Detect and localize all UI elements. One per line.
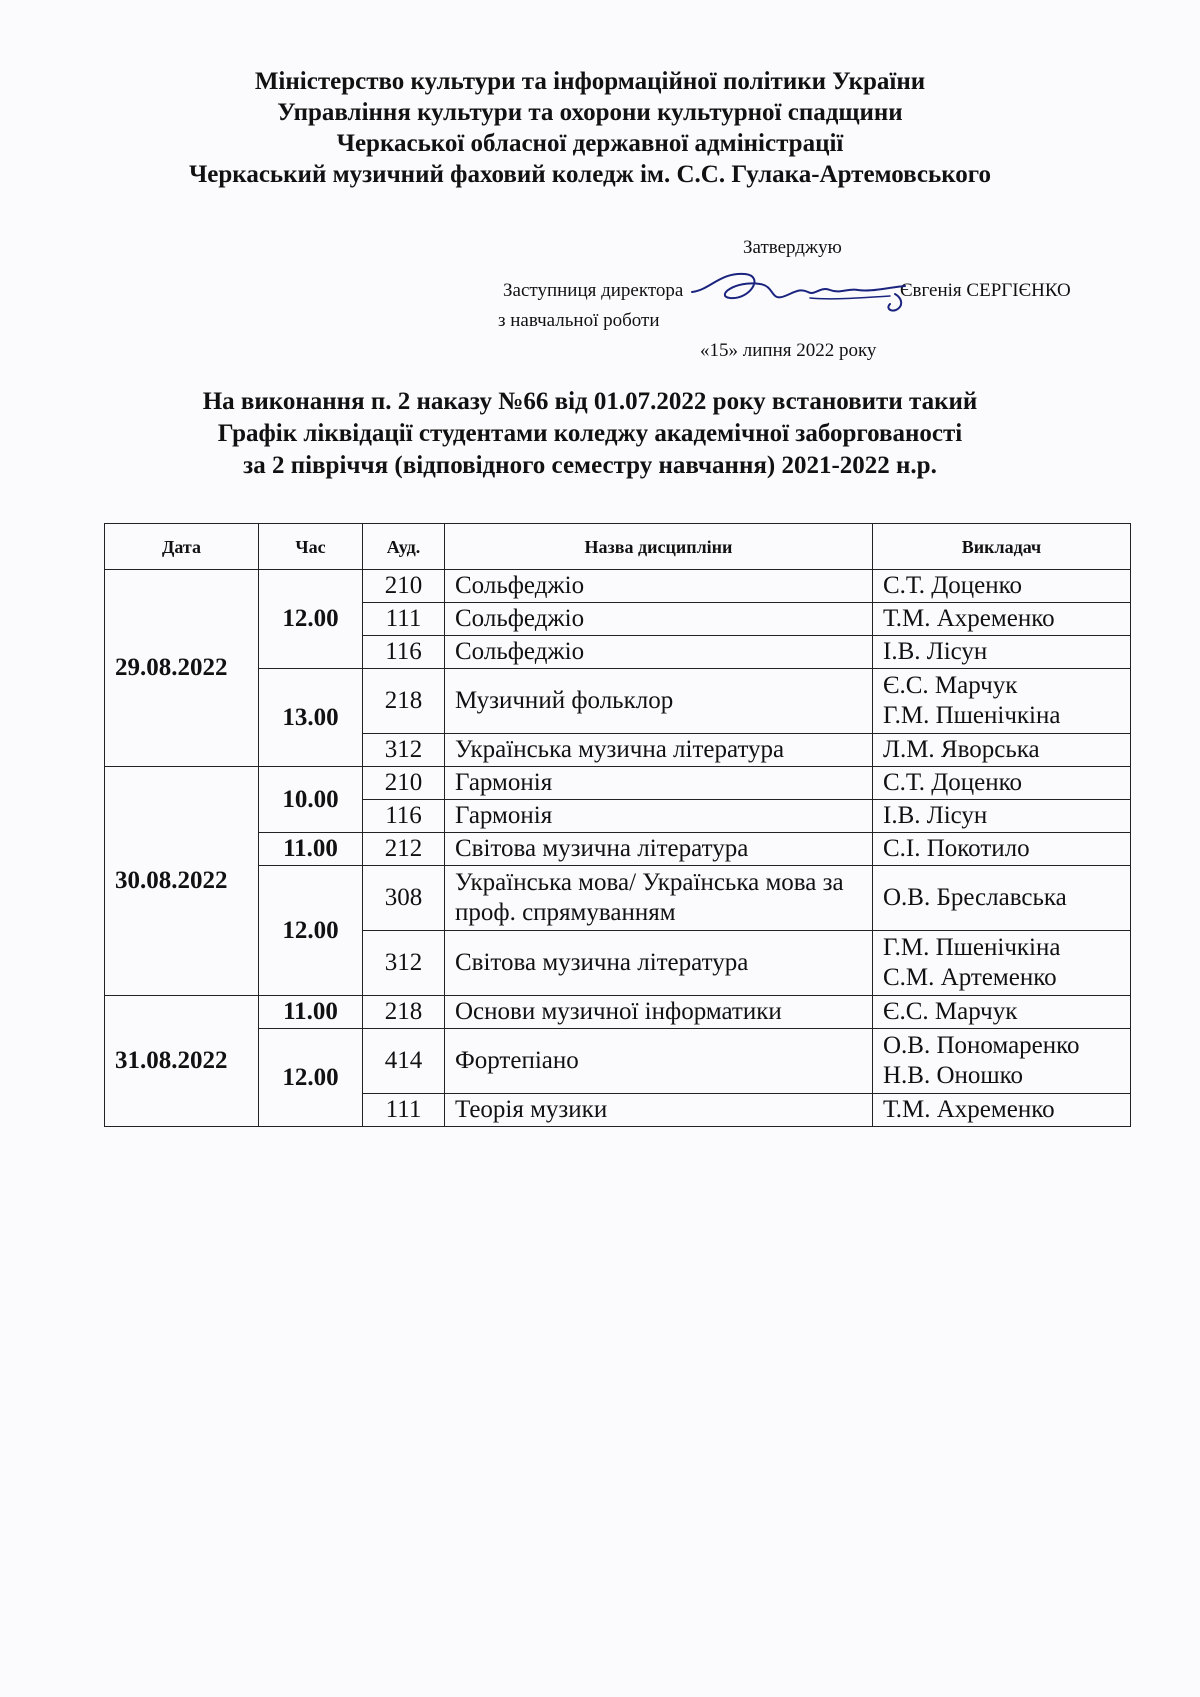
table-row [105,669,1131,734]
room-cell: 116 [363,636,445,669]
room-cell: 210 [363,767,445,800]
subject-cell: Сольфеджіо [445,570,873,603]
teacher-cell [873,669,1131,734]
teacher-cell [873,1094,1131,1127]
subject-cell: Світова музична література [445,833,873,866]
teacher-name: Є.С. Марчук [883,998,1018,1025]
subject-cell: Гармонія [445,800,873,833]
teacher-cell [873,931,1131,996]
table-row [105,1029,1131,1094]
time-cell: 12.00 [259,1029,363,1127]
time-cell: 12.00 [259,866,363,996]
room-cell: 111 [363,1094,445,1127]
date-cell: 29.08.2022 [105,570,259,767]
time-cell: 11.00 [259,996,363,1029]
teacher-name: С.Т. Доценко [883,572,1022,599]
table-row [105,767,1131,800]
room-cell: 308 [363,866,445,931]
column-header-room: Ауд. [363,524,445,570]
approval-name: Євгенія СЕРГІЄНКО [900,280,1071,301]
date-cell: 31.08.2022 [105,996,259,1127]
table-row [105,833,1131,866]
time-cell: 13.00 [259,669,363,767]
teacher-name: Г.М. Пшенічкіна [883,702,1061,729]
table-row [105,570,1131,603]
column-header-time: Час [259,524,363,570]
order-intro [0,386,1180,482]
room-cell: 312 [363,734,445,767]
subject-cell: Українська мова/ Українська мова за проф. спрямуванням [445,866,873,931]
teacher-name: О.В. Бреславська [883,884,1067,911]
column-header-subject: Назва дисципліни [445,524,873,570]
handwritten-signature [690,262,920,322]
subject-cell: Сольфеджіо [445,603,873,636]
room-cell: 312 [363,931,445,996]
subject-cell: Основи музичної інформатики [445,996,873,1029]
intro-line: за 2 півріччя (відповідного семестру навчання) 2021-2022 н.р. [243,452,937,479]
teacher-cell [873,833,1131,866]
intro-line: На виконання п. 2 наказу №66 від 01.07.2022 року встановити такий [202,388,978,415]
room-cell: 218 [363,669,445,734]
schedule-table [104,523,1131,1127]
column-header-date: Дата [105,524,259,570]
intro-line: Графік ліквідації студентами коледжу академічної заборгованості [217,420,963,447]
room-cell: 218 [363,996,445,1029]
teacher-name: Т.М. Ахременко [883,1096,1055,1123]
approval-position: Заступниця директора [503,280,684,301]
time-cell: 11.00 [259,833,363,866]
table-header-row [105,524,1131,570]
teacher-cell [873,636,1131,669]
teacher-cell [873,603,1131,636]
room-cell: 212 [363,833,445,866]
teacher-cell [873,767,1131,800]
header-line: Управління культури та охорони культурної спадщини [277,99,903,126]
header-line: Черкаський музичний фаховий коледж ім. С.С. Гулака-Артемовського [188,161,992,188]
teacher-name: С.І. Покотило [883,835,1030,862]
room-cell: 111 [363,603,445,636]
subject-cell: Українська музична література [445,734,873,767]
header-line: Черкаської обласної державної адміністрації [336,130,844,157]
institution-header [0,66,1180,190]
teacher-name: С.Т. Доценко [883,769,1022,796]
teacher-name: Т.М. Ахременко [883,605,1055,632]
teacher-name: О.В. Пономаренко [883,1032,1080,1059]
date-cell: 30.08.2022 [105,767,259,996]
teacher-cell [873,1029,1131,1094]
teacher-cell [873,734,1131,767]
approval-position-line2: з навчальної роботи [498,310,660,331]
teacher-name: С.М. Артеменко [883,964,1057,991]
time-cell: 10.00 [259,767,363,833]
room-cell: 210 [363,570,445,603]
time-cell: 12.00 [259,570,363,669]
subject-cell: Музичний фольклор [445,669,873,734]
column-header-teacher: Викладач [873,524,1131,570]
teacher-name: І.В. Лісун [883,638,988,665]
teacher-cell [873,570,1131,603]
teacher-name: Н.В. Оношко [883,1062,1024,1089]
room-cell: 414 [363,1029,445,1094]
table-row [105,866,1131,931]
room-cell: 116 [363,800,445,833]
teacher-name: Г.М. Пшенічкіна [883,934,1061,961]
subject-cell: Гармонія [445,767,873,800]
approval-title: Затверджую [743,237,842,258]
table-row [105,996,1131,1029]
subject-cell: Сольфеджіо [445,636,873,669]
subject-cell: Світова музична література [445,931,873,996]
teacher-name: Л.М. Яворська [883,736,1040,763]
subject-cell: Фортепіано [445,1029,873,1094]
teacher-cell [873,996,1131,1029]
teacher-cell [873,866,1131,931]
header-line: Міністерство культури та інформаційної політики України [254,68,926,95]
teacher-cell [873,800,1131,833]
teacher-name: І.В. Лісун [883,802,988,829]
teacher-name: Є.С. Марчук [883,672,1018,699]
subject-cell: Теорія музики [445,1094,873,1127]
approval-date: «15» липня 2022 року [700,340,877,361]
